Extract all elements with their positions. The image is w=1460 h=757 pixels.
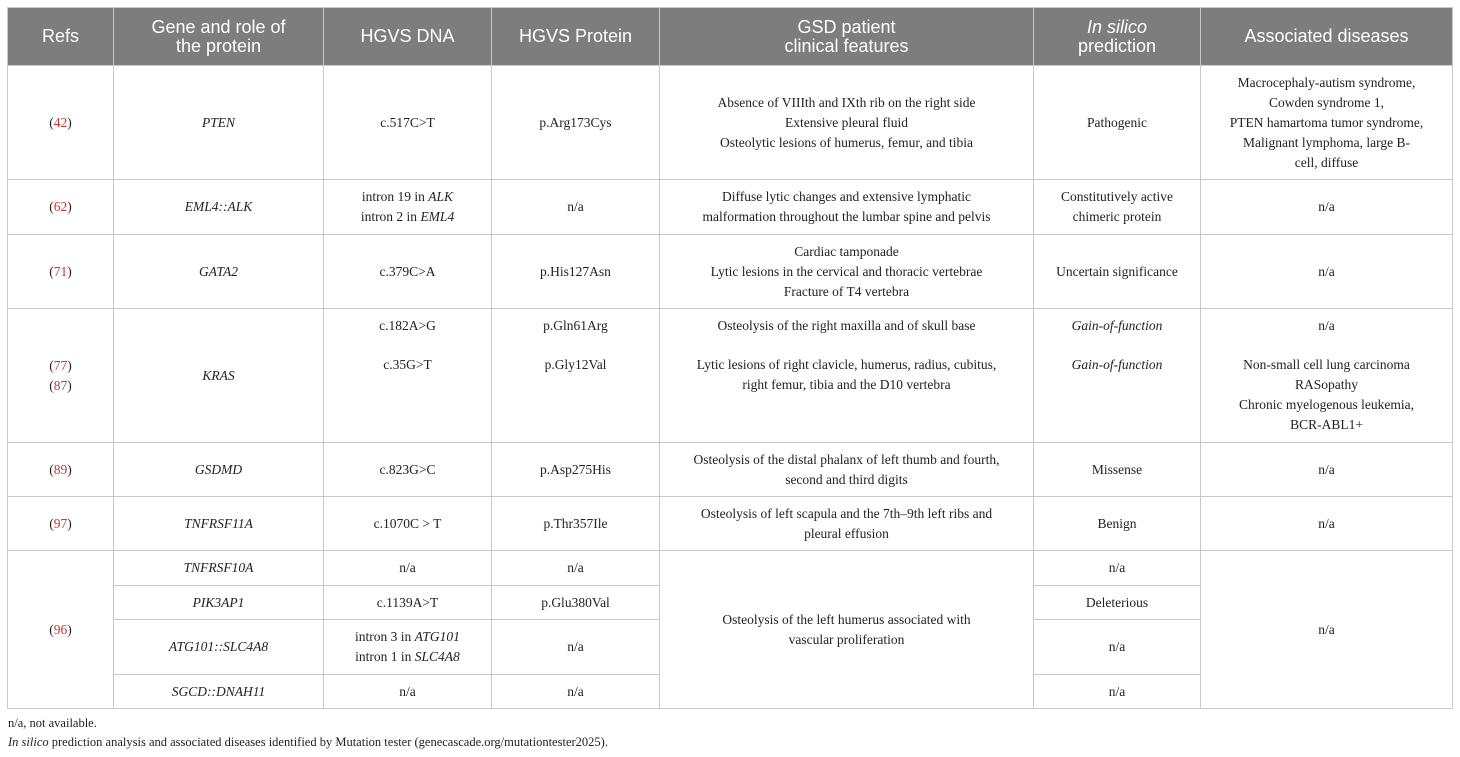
diseases-cell: n/a xyxy=(1201,235,1453,309)
ref-cell: (97) xyxy=(8,497,114,551)
ref-cell: (89) xyxy=(8,443,114,497)
table-row xyxy=(8,443,1453,497)
prediction-cell: Gain-of-function Gain-of-function xyxy=(1034,309,1201,443)
protein-cell: p.Gln61Arg p.Gly12Val xyxy=(492,309,660,443)
ref-cell: (62) xyxy=(8,180,114,235)
header-insilico-line1: In silico xyxy=(1086,16,1148,37)
diseases-cell: n/a xyxy=(1201,443,1453,497)
protein-cell: p.His127Asn xyxy=(492,235,660,309)
protein-cell: p.Asp275His xyxy=(492,443,660,497)
prediction-cell: Benign xyxy=(1034,497,1201,551)
header-gene xyxy=(114,8,324,66)
header-features-line1: GSD patient xyxy=(797,16,896,37)
gene-cell: PIK3AP1 xyxy=(114,586,324,620)
prediction-cell: Pathogenic xyxy=(1034,66,1201,180)
table-row xyxy=(8,551,1453,586)
header-features-line2: clinical features xyxy=(784,35,909,56)
prediction-cell: n/a xyxy=(1034,675,1201,709)
features-cell: Osteolysis of the left humerus associated with vascular proliferation xyxy=(660,551,1034,709)
ref-cell: (42) xyxy=(8,66,114,180)
table-row xyxy=(8,66,1453,180)
gene-cell: ATG101::SLC4A8 xyxy=(114,620,324,675)
gene-cell: GATA2 xyxy=(114,235,324,309)
dna-cell: c.823G>C xyxy=(324,443,492,497)
header-gene-line1: Gene and role of xyxy=(151,16,286,37)
dna-cell: n/a xyxy=(324,551,492,586)
header-associated-diseases: Associated diseases xyxy=(1201,8,1453,66)
prediction-cell: n/a xyxy=(1034,620,1201,675)
dna-cell: n/a xyxy=(324,675,492,709)
dna-cell: c.182A>G c.35G>T xyxy=(324,309,492,443)
table-row xyxy=(8,309,1453,443)
dna-cell: c.379C>A xyxy=(324,235,492,309)
dna-cell: c.1070C > T xyxy=(324,497,492,551)
diseases-cell: n/a xyxy=(1201,497,1453,551)
dna-cell: c.1139A>T xyxy=(324,586,492,620)
ref-cell: (71) xyxy=(8,235,114,309)
ref-link[interactable]: 87 xyxy=(53,377,68,393)
protein-cell: p.Thr357Ile xyxy=(492,497,660,551)
prediction-cell: Missense xyxy=(1034,443,1201,497)
ref-link[interactable]: 62 xyxy=(53,199,68,214)
gene-cell: TNFRSF10A xyxy=(114,551,324,586)
protein-cell: p.Glu380Val xyxy=(492,586,660,620)
dna-cell: intron 3 in ATG101 intron 1 in SLC4A8 xyxy=(324,620,492,675)
header-in-silico xyxy=(1034,8,1201,66)
diseases-cell: n/a xyxy=(1201,180,1453,235)
ref-link[interactable]: 89 xyxy=(53,461,68,477)
diseases-cell: Macrocephaly-autism syndrome, Cowden syndrome 1, PTEN hamartoma tumor syndrome, Malignant lymphoma, large B- cell, diffuse xyxy=(1201,66,1453,180)
gene-cell: KRAS xyxy=(114,309,324,443)
ref-link[interactable]: 42 xyxy=(53,114,68,130)
gene-variant-table xyxy=(7,7,1453,709)
ref-cell: (77) (87) xyxy=(8,309,114,443)
gene-cell: TNFRSF11A xyxy=(114,497,324,551)
gene-cell: EML4::ALK xyxy=(114,180,324,235)
table-row xyxy=(8,180,1453,235)
ref-link[interactable]: 96 xyxy=(53,621,68,637)
protein-cell: n/a xyxy=(492,620,660,675)
table-row xyxy=(8,235,1453,309)
header-insilico-line2: prediction xyxy=(1077,35,1157,56)
footnote-abbreviation: n/a, not available. xyxy=(8,716,97,730)
features-cell: Osteolysis of left scapula and the 7th–9th left ribs and pleural effusion xyxy=(660,497,1034,551)
protein-cell: n/a xyxy=(492,180,660,235)
header-hgvs-protein: HGVS Protein xyxy=(492,8,660,66)
protein-cell: n/a xyxy=(492,551,660,586)
header-gene-line2: the protein xyxy=(175,35,262,56)
table-container xyxy=(7,7,1452,709)
prediction-cell: n/a xyxy=(1034,551,1201,586)
table-row xyxy=(8,497,1453,551)
header-hgvs-dna: HGVS DNA xyxy=(324,8,492,66)
gene-cell: GSDMD xyxy=(114,443,324,497)
ref-cell: (96) xyxy=(8,551,114,709)
footnote-source: In silico prediction analysis and associated diseases identified by Mutation tester (genecascade.org/mutationtester2025). xyxy=(8,735,608,749)
dna-cell: intron 19 in ALK intron 2 in EML4 xyxy=(324,180,492,235)
gene-cell: PTEN xyxy=(114,66,324,180)
prediction-cell: Constitutively active chimeric protein xyxy=(1034,180,1201,235)
protein-cell: n/a xyxy=(492,675,660,709)
features-cell: Osteolysis of the right maxilla and of skull base Lytic lesions of right clavicle, humerus, radius, cubitus, right femur, tibia and the D10 vertebra xyxy=(660,309,1034,443)
diseases-cell: n/a Non-small cell lung carcinoma RASopathy Chronic myelogenous leukemia, BCR-ABL1+ xyxy=(1201,309,1453,443)
header-refs: Refs xyxy=(8,8,114,66)
dna-cell: c.517C>T xyxy=(324,66,492,180)
prediction-cell: Deleterious xyxy=(1034,586,1201,620)
prediction-cell: Uncertain significance xyxy=(1034,235,1201,309)
ref-link[interactable]: 97 xyxy=(53,515,68,531)
header-row xyxy=(8,8,1453,66)
ref-link[interactable]: 71 xyxy=(53,263,68,279)
features-cell: Osteolysis of the distal phalanx of left thumb and fourth, second and third digits xyxy=(660,443,1034,497)
ref-link[interactable]: 77 xyxy=(53,357,68,373)
features-cell: Cardiac tamponade Lytic lesions in the cervical and thoracic vertebrae Fracture of T4 vertebra xyxy=(660,235,1034,309)
protein-cell: p.Arg173Cys xyxy=(492,66,660,180)
header-clinical-features xyxy=(660,8,1034,66)
diseases-cell: n/a xyxy=(1201,551,1453,709)
features-cell: Diffuse lytic changes and extensive lymphatic malformation throughout the lumbar spine and pelvis xyxy=(660,180,1034,235)
features-cell: Absence of VIIIth and IXth rib on the right side Extensive pleural fluid Osteolytic lesions of humerus, femur, and tibia xyxy=(660,66,1034,180)
gene-cell: SGCD::DNAH11 xyxy=(114,675,324,709)
